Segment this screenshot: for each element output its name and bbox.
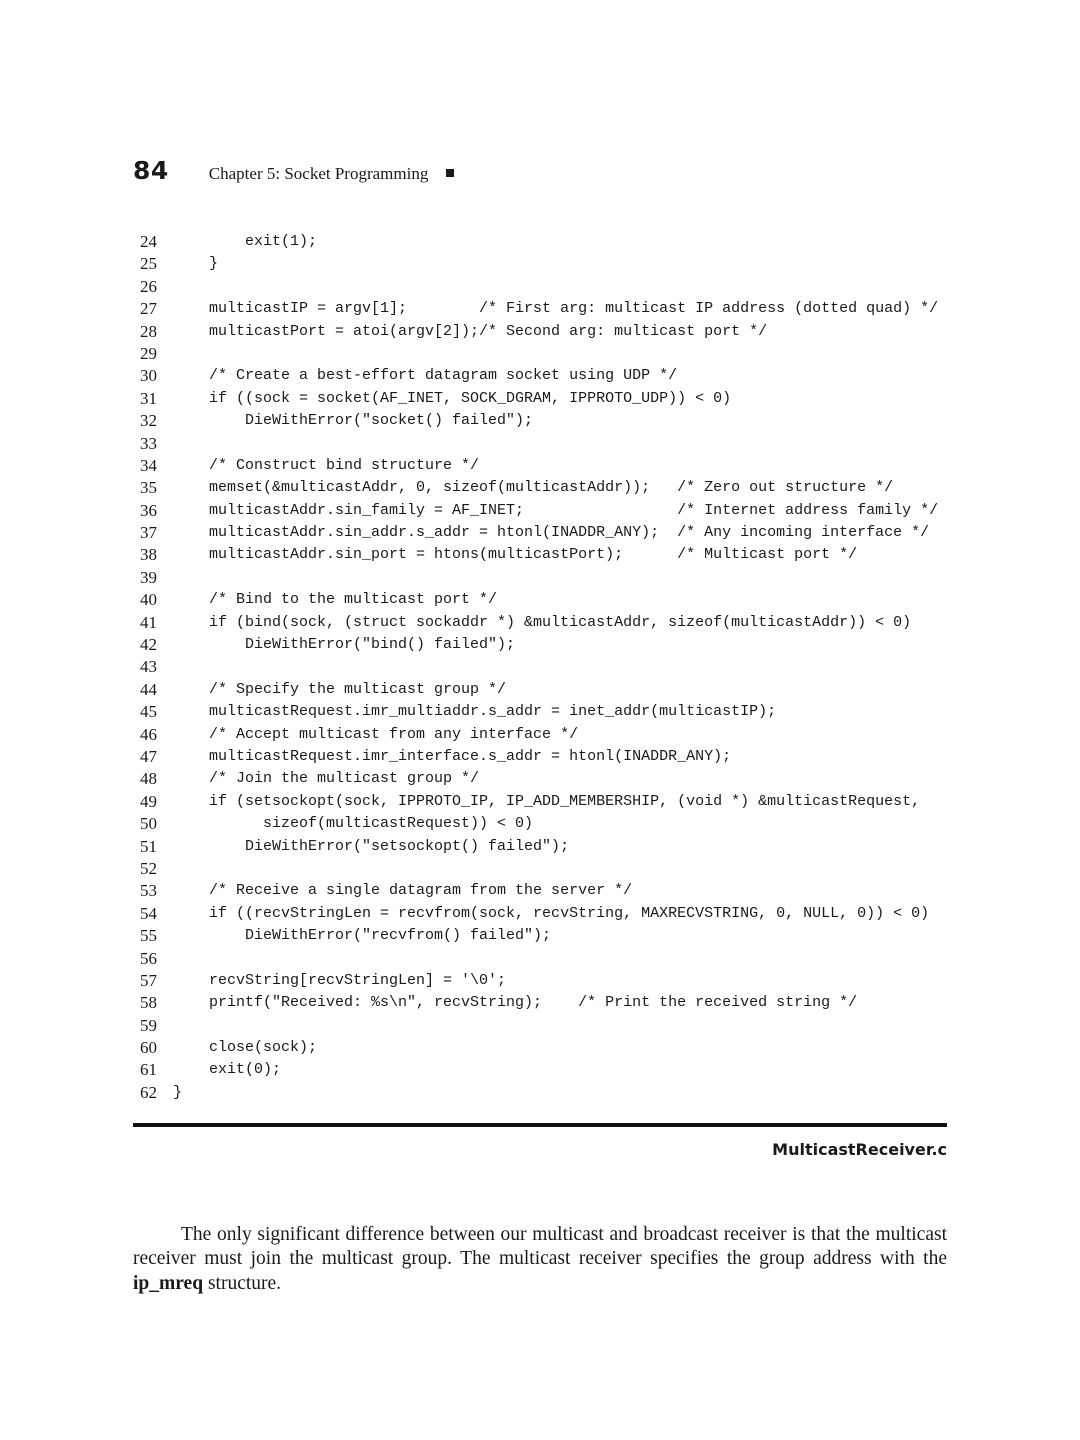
code-text: /* Construct bind structure */ <box>173 456 480 474</box>
code-text: close(sock); <box>173 1039 318 1057</box>
code-line <box>133 903 953 925</box>
square-bullet-icon <box>446 169 454 177</box>
code-line <box>133 1082 953 1104</box>
code-line <box>133 522 953 544</box>
line-number: 31 <box>140 388 157 408</box>
line-number: 35 <box>140 478 157 498</box>
code-line <box>133 791 953 813</box>
code-text: /* Specify the multicast group */ <box>173 680 507 698</box>
code-line <box>133 634 953 656</box>
code-line <box>133 656 953 678</box>
line-number: 43 <box>140 657 157 677</box>
line-number: 37 <box>140 523 157 543</box>
code-line <box>133 388 953 410</box>
code-text: multicastAddr.sin_addr.s_addr = htonl(INADDR_ANY); /* Any incoming interface */ <box>173 524 930 542</box>
line-number: 34 <box>140 455 157 475</box>
line-number: 29 <box>140 343 157 363</box>
code-text: recvString[recvStringLen] = '\0'; <box>173 971 507 989</box>
line-number: 44 <box>140 679 157 699</box>
line-number: 48 <box>140 769 157 789</box>
code-text: sizeof(multicastRequest)) < 0) <box>173 815 534 833</box>
code-line <box>133 455 953 477</box>
code-line <box>133 768 953 790</box>
line-number: 46 <box>140 724 157 744</box>
code-line <box>133 298 953 320</box>
line-number: 53 <box>140 881 157 901</box>
body-paragraph <box>133 1223 947 1297</box>
paragraph-term: ip_mreq <box>133 1272 204 1294</box>
code-line <box>133 724 953 746</box>
code-line <box>133 253 953 275</box>
code-text: DieWithError("socket() failed"); <box>173 412 534 430</box>
line-number: 24 <box>140 232 157 251</box>
code-line <box>133 612 953 634</box>
code-line <box>133 836 953 858</box>
line-number: 41 <box>140 612 157 632</box>
line-number: 49 <box>140 791 157 811</box>
code-line <box>133 231 953 253</box>
code-text: multicastAddr.sin_family = AF_INET; /* Internet address family */ <box>173 501 939 519</box>
code-line <box>133 679 953 701</box>
code-text: /* Accept multicast from any interface */ <box>173 725 579 743</box>
code-line <box>133 410 953 432</box>
line-number: 55 <box>140 926 157 946</box>
code-line <box>133 858 953 880</box>
line-number: 27 <box>140 299 157 319</box>
code-listing <box>133 231 953 1104</box>
line-number: 51 <box>140 836 157 856</box>
paragraph-text-start: The only significant difference between our multicast and broadcast receiver is that the multicast receiver must join the multicast group. The multicast receiver specifies the group address with the <box>133 1223 947 1269</box>
line-number: 36 <box>140 500 157 520</box>
code-line <box>133 477 953 499</box>
code-text: DieWithError("setsockopt() failed"); <box>173 837 570 855</box>
page-number: 84 <box>133 156 169 185</box>
line-number: 45 <box>140 702 157 722</box>
line-number: 57 <box>140 970 157 990</box>
code-line <box>133 589 953 611</box>
line-number: 25 <box>140 254 157 274</box>
line-number: 52 <box>140 858 157 878</box>
code-line <box>133 276 953 298</box>
code-text: exit(1); <box>173 233 318 250</box>
chapter-title: Chapter 5: Socket Programming <box>208 164 429 183</box>
code-line <box>133 365 953 387</box>
code-line <box>133 567 953 589</box>
line-number: 28 <box>140 321 157 341</box>
line-number: 40 <box>140 590 157 610</box>
code-text: multicastIP = argv[1]; /* First arg: multicast IP address (dotted quad) */ <box>173 300 939 318</box>
line-number: 56 <box>140 948 157 968</box>
code-line <box>133 321 953 343</box>
line-number: 50 <box>140 814 157 834</box>
code-line <box>133 880 953 902</box>
code-line <box>133 1059 953 1081</box>
page-header <box>133 156 454 192</box>
line-number: 58 <box>140 993 157 1013</box>
code-text: multicastRequest.imr_multiaddr.s_addr = inet_addr(multicastIP); <box>173 703 777 721</box>
code-text: /* Bind to the multicast port */ <box>173 591 498 609</box>
code-line <box>133 813 953 835</box>
code-text: exit(0); <box>173 1061 282 1079</box>
line-number: 47 <box>140 746 157 766</box>
line-number: 54 <box>140 903 157 923</box>
code-text: if (setsockopt(sock, IPPROTO_IP, IP_ADD_MEMBERSHIP, (void *) &multicastRequest, <box>173 792 921 810</box>
code-text: multicastPort = atoi(argv[2]);/* Second arg: multicast port */ <box>173 322 768 340</box>
line-number: 32 <box>140 411 157 431</box>
line-number: 26 <box>140 276 157 296</box>
line-number: 42 <box>140 635 157 655</box>
listing-filename: MulticastReceiver.c <box>772 1140 947 1159</box>
code-text: } <box>173 255 219 273</box>
code-text: multicastRequest.imr_interface.s_addr = htonl(INADDR_ANY); <box>173 747 732 765</box>
line-number: 38 <box>140 545 157 565</box>
code-text: /* Receive a single datagram from the server */ <box>173 882 633 900</box>
code-text: printf("Received: %s\n", recvString); /* Print the received string */ <box>173 994 858 1012</box>
code-line <box>133 992 953 1014</box>
line-number: 62 <box>140 1082 157 1102</box>
line-number: 61 <box>140 1060 157 1080</box>
code-text: DieWithError("recvfrom() failed"); <box>173 927 552 945</box>
code-text: memset(&multicastAddr, 0, sizeof(multicastAddr)); /* Zero out structure */ <box>173 479 894 497</box>
code-line <box>133 970 953 992</box>
line-number: 39 <box>140 567 157 587</box>
code-text: if (bind(sock, (struct sockaddr *) &multicastAddr, sizeof(multicastAddr)) < 0) <box>173 613 912 631</box>
code-line <box>133 701 953 723</box>
line-number: 60 <box>140 1038 157 1058</box>
code-text: DieWithError("bind() failed"); <box>173 636 516 654</box>
code-text: if ((sock = socket(AF_INET, SOCK_DGRAM, IPPROTO_UDP)) < 0) <box>173 389 732 407</box>
code-line <box>133 948 953 970</box>
code-line <box>133 343 953 365</box>
code-line <box>133 1015 953 1037</box>
line-number: 33 <box>140 433 157 453</box>
code-line <box>133 500 953 522</box>
code-line <box>133 1037 953 1059</box>
code-line <box>133 925 953 947</box>
line-number: 30 <box>140 366 157 386</box>
code-text: if ((recvStringLen = recvfrom(sock, recvString, MAXRECVSTRING, 0, NULL, 0)) < 0) <box>173 904 930 922</box>
code-text: /* Join the multicast group */ <box>173 770 480 788</box>
code-line <box>133 433 953 455</box>
code-text: multicastAddr.sin_port = htons(multicastPort); /* Multicast port */ <box>173 546 858 564</box>
code-text: } <box>173 1083 183 1101</box>
paragraph-text-end: structure. <box>203 1272 282 1294</box>
code-text: /* Create a best-effort datagram socket using UDP */ <box>173 367 678 385</box>
code-line <box>133 544 953 566</box>
line-number: 59 <box>140 1015 157 1035</box>
code-line <box>133 746 953 768</box>
listing-divider <box>133 1123 947 1127</box>
